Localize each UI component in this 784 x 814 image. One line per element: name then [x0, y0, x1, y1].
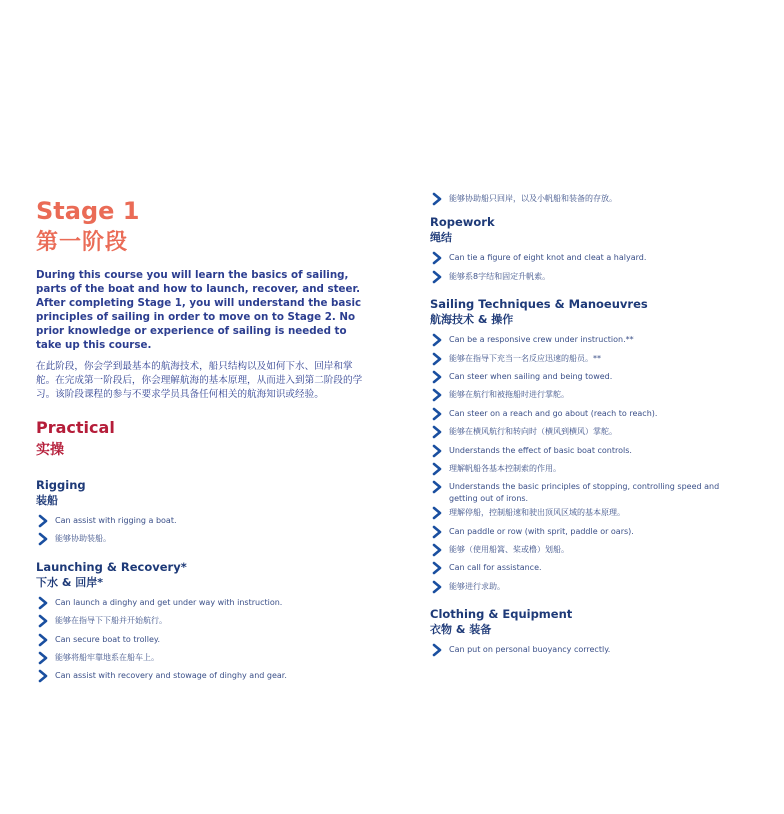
list-item	[430, 369, 750, 387]
chevron-right-icon	[36, 614, 50, 628]
list-item	[430, 560, 750, 578]
list-item	[430, 579, 750, 597]
list-item-text: Can steer on a reach and go about (reach to reach).	[449, 408, 658, 418]
right-column	[430, 191, 750, 671]
list-item	[430, 269, 750, 287]
list-item-text: 能够在航行和被拖船时进行掌舵。	[449, 390, 569, 400]
section-heading: Launching & Recovery*	[36, 559, 187, 574]
section-heading-zh: 衣物 & 装备	[430, 623, 492, 637]
list-item	[430, 505, 750, 523]
chevron-right-icon	[430, 643, 444, 657]
section-heading: Clothing & Equipment	[430, 607, 573, 622]
section-heading: Sailing Techniques & Manoeuvres	[430, 297, 648, 312]
list-item-text: Can be a responsive crew under instruction.**	[449, 335, 634, 345]
list-item-text: Understands the basic principles of stopping, controlling speed and getting out of irons.	[449, 482, 720, 504]
list-item	[430, 351, 750, 369]
chevron-right-icon	[430, 561, 444, 575]
list-item	[430, 424, 750, 442]
carryover-list	[430, 191, 750, 209]
list-item	[36, 650, 366, 668]
list-item-text: Can assist with recovery and stowage of dinghy and gear.	[55, 671, 287, 681]
list-item-text: 能够（使用船篙、桨或橹）划船。	[449, 545, 569, 555]
left-sections	[36, 478, 366, 687]
list-item-text: 能够在横风航行和转向时（横风到横风）掌舵。	[449, 427, 617, 437]
list-item	[430, 443, 750, 461]
chevron-right-icon	[430, 506, 444, 520]
list-item-text: 能够进行求助。	[449, 581, 505, 591]
practical-title: Practical	[36, 418, 115, 437]
list-item	[430, 387, 750, 405]
list-item-text: Can launch a dinghy and get under way with instruction.	[55, 597, 283, 607]
list-item-text: 能够将船牢靠地系在船车上。	[55, 652, 159, 662]
stage-title-zh: 第一阶段	[36, 230, 129, 255]
chevron-right-icon	[430, 444, 444, 458]
list-item	[430, 542, 750, 560]
list-item	[36, 513, 366, 531]
chevron-right-icon	[430, 425, 444, 439]
list-item-text: Can put on personal buoyancy correctly.	[449, 645, 611, 655]
chevron-right-icon	[430, 580, 444, 594]
chevron-right-icon	[36, 669, 50, 683]
list-item	[430, 406, 750, 424]
list-item	[430, 642, 750, 660]
chevron-right-icon	[430, 407, 444, 421]
list-item	[36, 668, 366, 686]
list-item	[36, 595, 366, 613]
item-list	[430, 642, 750, 660]
list-item-text: Understands the effect of basic boat controls.	[449, 445, 632, 455]
practical-title-zh: 实操	[36, 442, 64, 458]
chevron-right-icon	[430, 370, 444, 384]
chevron-right-icon	[36, 651, 50, 665]
intro-chinese: 在此阶段，你会学到最基本的航海技术，船只结构以及如何下水、回岸和掌舵。在完成第一阶段后，你会理解航海的基本原理，从而进入到第二阶段的学习。该阶段课程的参与不要求学员具备任何相关的航海知识或经验。	[36, 361, 363, 400]
section-heading-zh: 航海技术 & 操作	[430, 313, 514, 327]
item-list	[430, 332, 750, 597]
list-item-text: 能够系8字结和固定升帆索。	[449, 271, 551, 281]
list-item-text: Can call for assistance.	[449, 563, 542, 573]
list-item-text: 能够在指导下下船并开始航行。	[55, 616, 167, 626]
list-item-text: Can paddle or row (with sprit, paddle or oars).	[449, 526, 634, 536]
list-item	[430, 332, 750, 350]
chevron-right-icon	[36, 514, 50, 528]
section-heading-zh: 装船	[36, 494, 58, 507]
section-heading: Ropework	[430, 215, 495, 230]
chevron-right-icon	[430, 352, 444, 366]
section-heading-zh: 绳结	[430, 231, 452, 245]
list-item	[36, 632, 366, 650]
list-item	[430, 461, 750, 479]
chevron-right-icon	[430, 388, 444, 402]
item-list	[36, 513, 366, 550]
item-list	[430, 250, 750, 287]
chevron-right-icon	[430, 251, 444, 265]
list-item-text: 理解帆船各基本控制索的作用。	[449, 463, 561, 473]
right-sections	[430, 215, 750, 660]
section-heading-zh: 下水 & 回岸*	[36, 575, 104, 589]
list-item-text: Can tie a figure of eight knot and cleat a halyard.	[449, 253, 647, 263]
chevron-right-icon	[430, 480, 444, 494]
chevron-right-icon	[36, 532, 50, 546]
intro-english: During this course you will learn the basics of sailing, parts of the boat and how to launch, recover, and steer. After completing Stage 1, you will understand the basic principles of sailing in order to move on to Stage 2. No prior knowledge or experience of sailing is needed to take up this course.	[36, 269, 362, 351]
chevron-right-icon	[430, 525, 444, 539]
left-column	[36, 196, 366, 697]
chevron-right-icon	[36, 633, 50, 647]
list-item	[430, 479, 750, 505]
list-item	[36, 613, 366, 631]
list-item	[36, 531, 366, 549]
list-item	[430, 524, 750, 542]
stage-title: Stage 1	[36, 197, 140, 225]
chevron-right-icon	[430, 543, 444, 557]
list-item-text: 能够协助船只回岸，以及小帆船和装备的存放。	[449, 194, 617, 203]
list-item-text: 理解停船，控制船速和驶出顶风区域的基本原理。	[449, 508, 625, 518]
list-item-text: Can steer when sailing and being towed.	[449, 371, 613, 381]
list-item-text: 能够在指导下充当一名反应迅速的船员。**	[449, 353, 601, 363]
chevron-right-icon	[36, 596, 50, 610]
list-item	[430, 191, 750, 209]
chevron-right-icon	[430, 333, 444, 347]
chevron-right-icon	[430, 462, 444, 476]
section-heading: Rigging	[36, 478, 86, 492]
list-item	[430, 250, 750, 268]
chevron-right-icon	[430, 270, 444, 284]
list-item-text: 能够协助装船。	[55, 534, 111, 544]
list-item-text: Can assist with rigging a boat.	[55, 516, 177, 525]
list-item-text: Can secure boat to trolley.	[55, 634, 161, 644]
chevron-right-icon	[430, 192, 444, 206]
item-list	[36, 595, 366, 687]
